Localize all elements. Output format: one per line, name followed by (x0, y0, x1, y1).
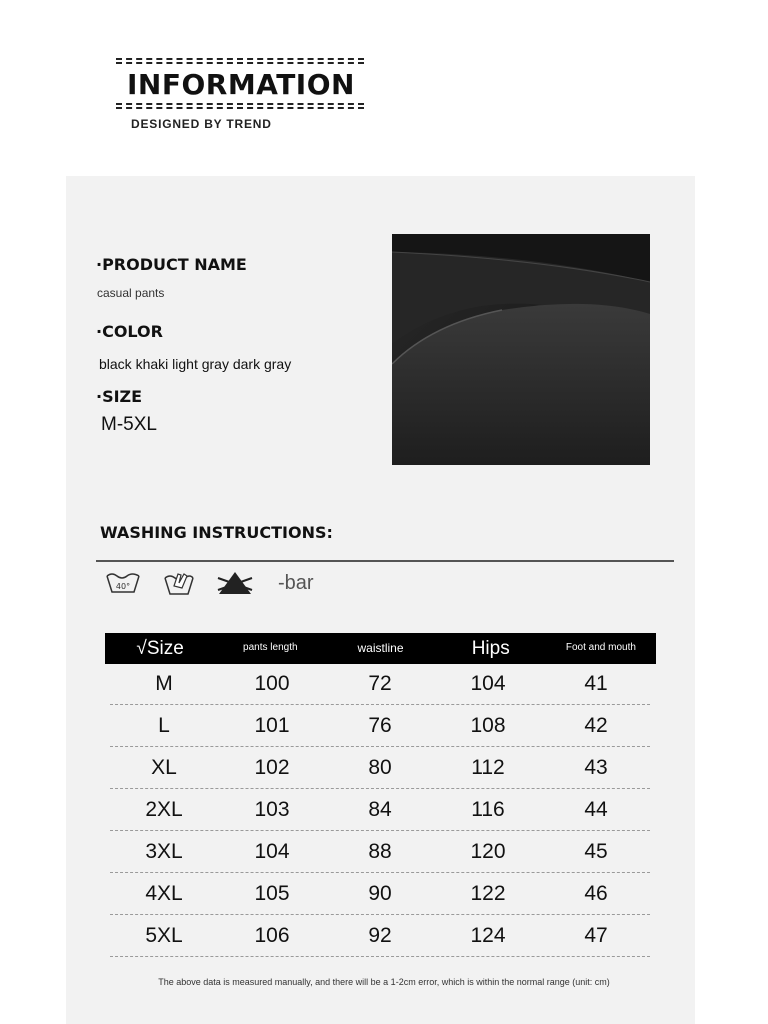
table-row (110, 790, 650, 831)
waist-cell: 80 (368, 756, 392, 779)
header-dash-line (116, 103, 364, 105)
hips-cell: 122 (470, 882, 506, 905)
size-cell: L (158, 714, 170, 737)
wash-40-icon (104, 568, 142, 598)
table-row (110, 664, 650, 705)
washing-divider (96, 560, 674, 562)
product-name-value: casual pants (97, 286, 165, 300)
foot-cell: 42 (584, 714, 608, 737)
length-cell: 102 (254, 756, 290, 779)
foot-cell: 43 (584, 756, 608, 779)
waist-cell: 72 (368, 672, 392, 695)
foot-cell: 46 (584, 882, 608, 905)
washing-instructions-title: WASHING INSTRUCTIONS: (100, 523, 333, 542)
waist-cell: 90 (368, 882, 392, 905)
header-dash-line (116, 58, 364, 60)
hips-cell: 108 (470, 714, 506, 737)
wash-temp-label: 40° (115, 582, 131, 591)
table-row (110, 874, 650, 915)
information-header (116, 58, 364, 131)
washing-icons (104, 568, 314, 598)
measurement-note: The above data is measured manually, and there will be a 1-2cm error, which is within the normal range (unit: cm) (158, 977, 610, 987)
header-size: √Size (136, 637, 184, 659)
foot-cell: 41 (584, 672, 608, 695)
table-row (110, 832, 650, 873)
size-cell: 4XL (145, 882, 183, 905)
foot-cell: 47 (584, 924, 608, 947)
page-title: INFORMATION (127, 68, 355, 101)
table-row (110, 706, 650, 747)
waist-cell: 92 (368, 924, 392, 947)
size-value: M-5XL (101, 414, 157, 435)
table-row (110, 916, 650, 957)
header-waistline: waistline (357, 641, 404, 656)
length-cell: 105 (254, 882, 290, 905)
size-table (110, 664, 650, 958)
length-cell: 106 (254, 924, 290, 947)
color-value: black khaki light gray dark gray (99, 356, 292, 372)
length-cell: 101 (254, 714, 290, 737)
length-cell: 104 (254, 840, 290, 863)
color-label: ·COLOR (96, 322, 163, 341)
header-foot-mouth: Foot and mouth (565, 642, 636, 654)
fabric-image (392, 234, 650, 465)
size-table-header (105, 633, 656, 664)
length-cell: 100 (254, 672, 290, 695)
foot-cell: 45 (584, 840, 608, 863)
no-bleach-icon (216, 568, 254, 598)
hips-cell: 120 (470, 840, 506, 863)
size-label: ·SIZE (96, 387, 143, 406)
wash-extra-label: -bar (278, 571, 314, 594)
hips-cell: 104 (470, 672, 506, 695)
foot-cell: 44 (584, 798, 608, 821)
size-cell: 2XL (145, 798, 183, 821)
waist-cell: 88 (368, 840, 392, 863)
page-subtitle: DESIGNED BY TREND (131, 117, 272, 131)
hips-cell: 112 (471, 756, 505, 779)
hand-wash-icon (160, 568, 198, 598)
table-row (110, 748, 650, 789)
size-cell: 3XL (145, 840, 183, 863)
waist-cell: 84 (368, 798, 392, 821)
size-cell: M (155, 672, 173, 695)
header-pants-length: pants length (243, 642, 298, 654)
product-name-label: ·PRODUCT NAME (96, 255, 247, 274)
header-hips: Hips (471, 637, 510, 659)
header-dash-line (116, 107, 364, 109)
size-cell: 5XL (145, 924, 183, 947)
length-cell: 103 (254, 798, 290, 821)
header-dash-line (116, 62, 364, 64)
waist-cell: 76 (368, 714, 392, 737)
size-cell: XL (151, 756, 177, 779)
hips-cell: 124 (470, 924, 506, 947)
hips-cell: 116 (471, 798, 505, 821)
